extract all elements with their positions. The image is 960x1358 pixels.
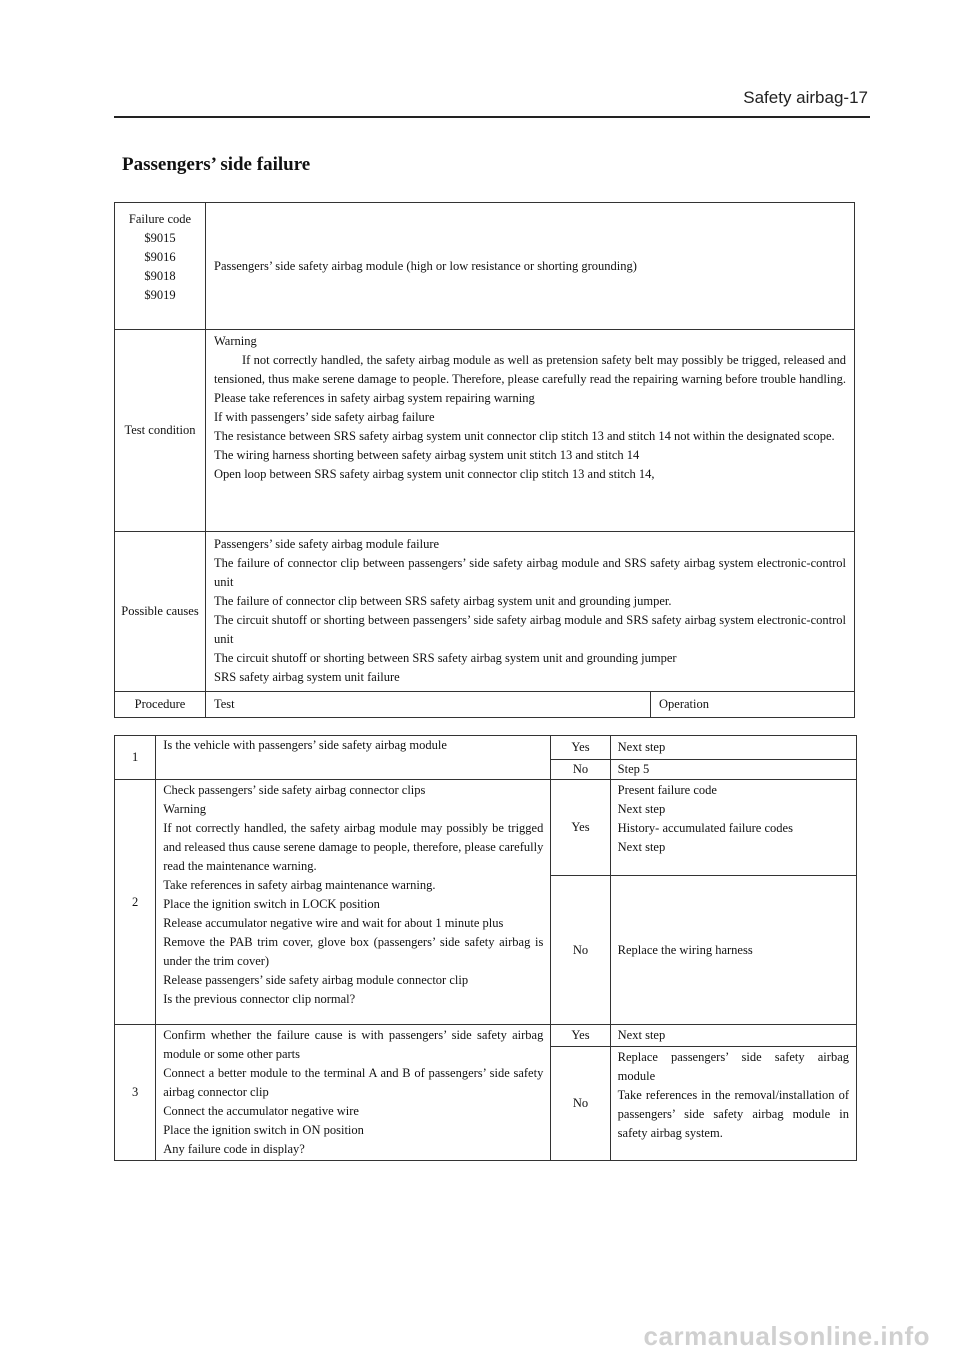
possible-causes-label: Possible causes <box>115 532 206 692</box>
failure-code-list <box>119 229 201 305</box>
test-line: Warning <box>163 802 206 816</box>
cause-line: The failure of connector clip between passengers’ side safety airbag module and SRS safety airbag system electronic-control unit <box>214 556 846 589</box>
test-condition-content <box>206 330 855 532</box>
test-line: Place the ignition switch in LOCK position <box>163 897 380 911</box>
cause-line: The circuit shutoff or shorting between passengers’ side safety airbag module and SRS safety airbag system electronic-control unit <box>214 613 846 646</box>
no-label: No <box>551 760 610 780</box>
condition-line: If with passengers’ side safety airbag failure <box>214 410 435 424</box>
test-line: Connect a better module to the terminal A and B of passengers’ side safety airbag connector clip <box>163 1066 544 1099</box>
step-number: 1 <box>115 736 156 780</box>
operation-line: Take references in the removal/installation of passengers’ side safety airbag module in safety airbag system. <box>617 1088 849 1140</box>
cause-line: SRS safety airbag system unit failure <box>214 670 400 684</box>
test-line: Release accumulator negative wire and wait for about 1 minute plus <box>163 916 504 930</box>
failure-code: $9016 <box>144 249 176 264</box>
failure-code-label: Failure code <box>128 211 192 226</box>
test-line: Place the ignition switch in ON position <box>163 1123 364 1137</box>
operation-line: Present failure code <box>617 783 717 797</box>
yes-label: Yes <box>551 736 610 760</box>
no-operation: Step 5 <box>610 760 856 780</box>
yes-operation: Next step <box>610 1025 856 1047</box>
test-header: Test <box>206 692 651 718</box>
yes-label: Yes <box>551 780 610 876</box>
info-table <box>114 202 855 718</box>
test-line: If not correctly handled, the safety airbag module may possibly be trigged and released thus cause serene damage to people, therefore, please carefully read the maintenance warning. <box>163 821 544 873</box>
operation-header: Operation <box>651 692 855 718</box>
procedure-table <box>114 735 857 1161</box>
operation-line: Replace passengers’ side safety airbag module <box>617 1050 849 1083</box>
condition-line: The wiring harness shorting between safety airbag system unit stitch 13 and stitch 14 <box>214 448 640 462</box>
step-test: Is the vehicle with passengers’ side safety airbag module <box>156 736 551 780</box>
watermark: carmanualsonline.info <box>643 1321 930 1351</box>
condition-line: The resistance between SRS safety airbag system unit connector clip stitch 13 and stitch 14 not within the designated scope. <box>214 429 835 443</box>
procedure-header: Procedure <box>115 692 206 718</box>
test-line: Connect the accumulator negative wire <box>163 1104 359 1118</box>
no-operation: Replace the wiring harness <box>610 876 856 1025</box>
operation-line: Next step <box>617 840 666 854</box>
test-line: Is the previous connector clip normal? <box>163 992 356 1006</box>
operation-line: History- accumulated failure codes <box>617 821 793 835</box>
test-line: Confirm whether the failure cause is with passengers’ side safety airbag module or some other parts <box>163 1028 544 1061</box>
step-number: 2 <box>115 780 156 1025</box>
no-label: No <box>551 876 610 1025</box>
condition-line: Open loop between SRS safety airbag system unit connector clip stitch 13 and stitch 14, <box>214 467 655 481</box>
warning-text: If not correctly handled, the safety airbag module as well as pretension safety belt may possibly be trigged, released and tensioned, thus make serene damage to people. Therefore, please carefully read the repairing warning before trouble handling. Please take references in safety airbag system repairing warning <box>214 353 846 405</box>
step-number: 3 <box>115 1025 156 1161</box>
cause-line: The circuit shutoff or shorting between SRS safety airbag system unit and grounding jumper <box>214 651 677 665</box>
possible-causes-content <box>206 532 855 692</box>
test-line: Remove the PAB trim cover, glove box (passengers’ side safety airbag is under the trim cover) <box>163 935 544 968</box>
header-rule <box>114 116 870 118</box>
test-line: Any failure code in display? <box>163 1142 305 1156</box>
yes-label: Yes <box>551 1025 610 1047</box>
failure-code-cell <box>115 203 206 330</box>
section-title: Passengers’ side failure <box>122 154 311 175</box>
yes-operations <box>610 780 856 876</box>
failure-description: Passengers’ side safety airbag module (high or low resistance or shorting grounding) <box>206 203 855 330</box>
failure-code: $9015 <box>144 230 176 245</box>
yes-operation: Next step <box>610 736 856 760</box>
operation-line: Next step <box>617 802 666 816</box>
failure-code: $9019 <box>144 287 176 302</box>
step-test <box>156 1025 551 1161</box>
test-condition-label: Test condition <box>115 330 206 532</box>
no-label: No <box>551 1047 610 1161</box>
warning-title: Warning <box>214 334 257 348</box>
page-header: Safety airbag-17 <box>743 88 868 107</box>
no-operations <box>610 1047 856 1161</box>
failure-code: $9018 <box>144 268 176 283</box>
test-line: Take references in safety airbag maintenance warning. <box>163 878 436 892</box>
cause-line: The failure of connector clip between SRS safety airbag system unit and grounding jumper. <box>214 594 672 608</box>
test-line: Release passengers’ side safety airbag module connector clip <box>163 973 469 987</box>
test-line: Check passengers’ side safety airbag connector clips <box>163 783 426 797</box>
cause-line: Passengers’ side safety airbag module failure <box>214 537 440 551</box>
step-test <box>156 780 551 1025</box>
